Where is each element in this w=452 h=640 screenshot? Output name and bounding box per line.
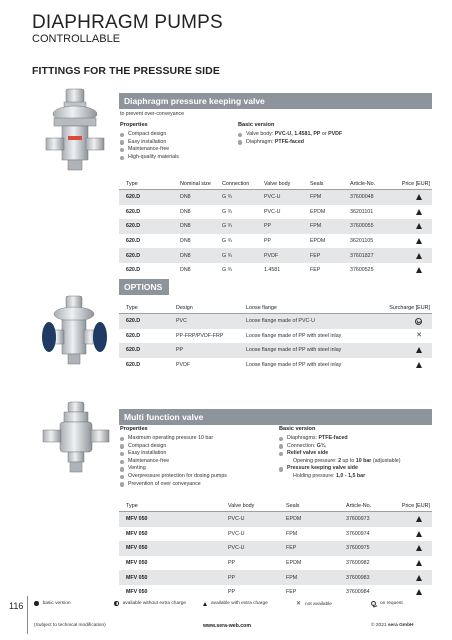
multi-function-valve-image [40, 400, 112, 476]
table-row [119, 314, 432, 329]
table-cell: PVC-U [264, 194, 281, 201]
list-item: Diaphragm: PTFE-faced [238, 139, 342, 147]
table-row [119, 585, 432, 600]
multi-basic-label: Basic version [279, 426, 316, 432]
table-cell: 620.D [126, 252, 141, 259]
table-cell: DN8 [180, 252, 191, 259]
table-cell: 36201105 [350, 238, 374, 245]
list-item: Prevention of over conveyance [120, 481, 227, 489]
table-row [119, 205, 432, 220]
table-cell: Loose flange made of PP with steel inlay [246, 362, 342, 369]
table-cell: PP [264, 238, 272, 245]
list-item: Venting [120, 465, 227, 473]
triangle-icon [416, 223, 422, 229]
availability-cell [387, 560, 432, 566]
availability-cell [387, 238, 432, 244]
availability-cell [369, 318, 432, 325]
table-cell: DN8 [180, 194, 191, 201]
table-row [119, 329, 432, 344]
table-cell: G ¾ [222, 238, 233, 245]
valve-basic-label: Basic version [238, 122, 275, 128]
table-cell: MFV 050 [126, 516, 148, 523]
cross-icon: ✕ [296, 601, 302, 607]
table-cell: MFV 050 [126, 560, 148, 567]
table-cell: PVC [176, 318, 187, 325]
table-cell: MFV 050 [126, 545, 148, 552]
table-cell: FPM [310, 223, 322, 230]
table-cell: 620.D [126, 332, 141, 339]
page-subtitle: CONTROLLABLE [32, 33, 121, 45]
table-cell: FPM [286, 574, 298, 581]
valve-table [119, 178, 432, 278]
table-cell: 620.D [126, 267, 141, 274]
table-header: Type Design Loose flange Surcharge [EUR] [119, 302, 432, 314]
table-cell: PP [228, 589, 236, 596]
availability-cell [369, 332, 432, 339]
list-item: Compact design [120, 131, 179, 139]
table-cell: 37600525 [350, 267, 374, 274]
table-cell: EPDM [310, 208, 326, 215]
table-cell: 1.4581 [264, 267, 281, 274]
triangle-icon [416, 267, 422, 273]
table-cell: G ¾ [222, 194, 233, 201]
triangle-icon [416, 238, 422, 244]
table-cell: 37601827 [350, 252, 374, 259]
list-item: Opening pressure: 2 up to 10 bar (adjustable) [293, 457, 401, 464]
table-cell: EPDM [286, 516, 302, 523]
list-item: Diaphragms: PTFE-faced [279, 435, 401, 443]
page-number: 116 [9, 601, 24, 611]
table-cell: PVC-U [228, 516, 245, 523]
table-cell: PP-FRP/PVDF-FRP [176, 332, 224, 339]
triangle-icon [416, 575, 422, 581]
triangle-icon [416, 194, 422, 200]
list-item: Compact design [120, 443, 227, 451]
table-cell: Loose flange made of PP with steel inlay [246, 332, 342, 339]
footer-divider [27, 596, 28, 634]
multi-basic-list [279, 435, 401, 481]
table-cell: 620.D [126, 238, 141, 245]
table-cell: MFV 050 [126, 589, 148, 596]
table-cell: 620.D [126, 347, 141, 354]
list-item: Holding pressure: 1,0 - 1,5 bar [293, 472, 366, 479]
list-item: Pressure keeping valve side [279, 465, 401, 473]
valve-properties-list [120, 131, 179, 161]
triangle-icon [416, 362, 422, 368]
valve-intro: to prevent over-conveyance [120, 111, 185, 117]
table-cell: Loose flange made of PP with steel inlay [246, 347, 342, 354]
availability-cell [387, 267, 432, 273]
footer-copyright: © 2021 sera GmbH [371, 623, 414, 628]
table-row [119, 541, 432, 556]
list-item: Maximum operating pressure 10 bar [120, 435, 227, 443]
table-cell: G ¾ [222, 267, 233, 274]
valve-basic-list [238, 131, 342, 146]
table-cell: PP [176, 347, 184, 354]
table-cell: Loose flange made of PVC-U [246, 318, 315, 325]
table-cell: MFV 050 [126, 530, 148, 537]
legend-basic-version: basic version [34, 601, 71, 606]
table-cell: FEP [286, 545, 297, 552]
table-cell: FPM [286, 530, 298, 537]
table-row [119, 527, 432, 542]
triangle-icon [416, 545, 422, 551]
table-cell: DN8 [180, 223, 191, 230]
list-item: Easy installation [120, 139, 179, 147]
triangle-icon [416, 560, 422, 566]
table-cell: PP [228, 560, 236, 567]
list-item: Maintenance-free [120, 458, 227, 466]
availability-cell [387, 223, 432, 229]
cross-icon: ✕ [416, 332, 422, 340]
table-row [119, 190, 432, 205]
valve-with-flanges-image [40, 294, 110, 368]
footer-note: (Subject to technical modification) [34, 623, 106, 628]
list-item: Easy installation [120, 450, 227, 458]
half-circle-icon [114, 601, 119, 606]
valve-properties-label: Properties [120, 122, 148, 128]
phone-icon [371, 601, 376, 606]
table-cell: G ¾ [222, 252, 233, 259]
list-item: Relief valve side [279, 450, 401, 458]
triangle-icon [416, 589, 422, 595]
table-cell: 37600984 [346, 589, 370, 596]
table-cell: FEP [310, 267, 321, 274]
options-banner: OPTIONS [119, 279, 169, 295]
list-item: Connection: G¾ [279, 443, 401, 451]
multi-table [119, 500, 432, 600]
table-row [119, 512, 432, 527]
table-cell: 620.D [126, 223, 141, 230]
table-cell: MFV 050 [126, 574, 148, 581]
table-cell: 620.D [126, 362, 141, 369]
table-cell: DN8 [180, 208, 191, 215]
options-table [119, 302, 432, 372]
table-cell: 620.D [126, 208, 141, 215]
table-cell: 36201101 [350, 208, 374, 215]
triangle-icon [203, 602, 207, 606]
table-cell: 37600973 [346, 516, 370, 523]
table-cell: PVC-U [228, 545, 245, 552]
availability-cell [369, 362, 432, 368]
multi-banner: Multi function valve [119, 409, 432, 425]
availability-cell [387, 575, 432, 581]
availability-cell [387, 589, 432, 595]
table-cell: 37600048 [350, 194, 374, 201]
phone-icon [415, 318, 422, 325]
multi-properties-label: Properties [120, 426, 148, 432]
triangle-icon [416, 531, 422, 537]
footer-url[interactable]: www.sera-web.com [203, 623, 251, 629]
availability-cell [387, 545, 432, 551]
table-cell: 37600974 [346, 530, 370, 537]
table-cell: FEP [310, 252, 321, 259]
table-cell: 620.D [126, 318, 141, 325]
table-row [119, 570, 432, 585]
triangle-icon [416, 209, 422, 215]
availability-cell [387, 253, 432, 259]
table-cell: PP [228, 574, 236, 581]
table-cell: PVDF [264, 252, 279, 259]
availability-cell [369, 347, 432, 353]
table-cell: PP [264, 223, 272, 230]
table-cell: FEP [286, 589, 297, 596]
multi-properties-list [120, 435, 227, 488]
list-item: High-quality materials [120, 154, 179, 162]
table-header: Type Valve body Seals Article-No. Price [EUR] [119, 500, 432, 512]
triangle-icon [416, 253, 422, 259]
table-row [119, 556, 432, 571]
table-cell: 620.D [126, 194, 141, 201]
table-cell: 37600982 [346, 560, 370, 567]
pressure-keeping-valve-image [44, 86, 106, 176]
table-cell: DN8 [180, 267, 191, 274]
page-title: DIAPHRAGM PUMPS [32, 12, 223, 33]
table-cell: PVC-U [264, 208, 281, 215]
table-cell: G ¾ [222, 208, 233, 215]
table-header: Type Nominal size Connection Valve body Seals Article-No. Price [EUR] [119, 178, 432, 190]
availability-cell [387, 531, 432, 537]
legend-extra-charge: available with extra charge [203, 601, 268, 606]
table-row [119, 219, 432, 234]
table-cell: PVDF [176, 362, 191, 369]
legend-no-charge: available without extra charge [114, 601, 186, 606]
availability-cell [387, 194, 432, 200]
valve-banner: Diaphragm pressure keeping valve [119, 93, 432, 109]
availability-cell [387, 209, 432, 215]
list-item: Valve body: PVC-U, 1.4581, PP or PVDF [238, 131, 342, 139]
table-row [119, 234, 432, 249]
table-cell: EPDM [310, 238, 326, 245]
table-cell: G ¾ [222, 223, 233, 230]
table-cell: PVC-U [228, 530, 245, 537]
table-cell: EPDM [286, 560, 302, 567]
table-row [119, 248, 432, 263]
legend-on-request: on request [371, 601, 403, 606]
table-row [119, 358, 432, 373]
triangle-icon [416, 516, 422, 522]
table-cell: 37600983 [346, 574, 370, 581]
triangle-icon [416, 347, 422, 353]
section-title: FITTINGS FOR THE PRESSURE SIDE [32, 65, 220, 77]
table-cell: FPM [310, 194, 322, 201]
table-cell: DN8 [180, 238, 191, 245]
table-row [119, 343, 432, 358]
table-cell: 37600975 [346, 545, 370, 552]
table-cell: 37600055 [350, 223, 374, 230]
legend-not-available: ✕ not available [296, 601, 332, 607]
list-item: Overpressure protection for dosing pumps [120, 473, 227, 481]
availability-cell [387, 516, 432, 522]
list-item: Maintenance-free [120, 146, 179, 154]
table-row [119, 263, 432, 278]
filled-dot-icon [34, 601, 39, 606]
